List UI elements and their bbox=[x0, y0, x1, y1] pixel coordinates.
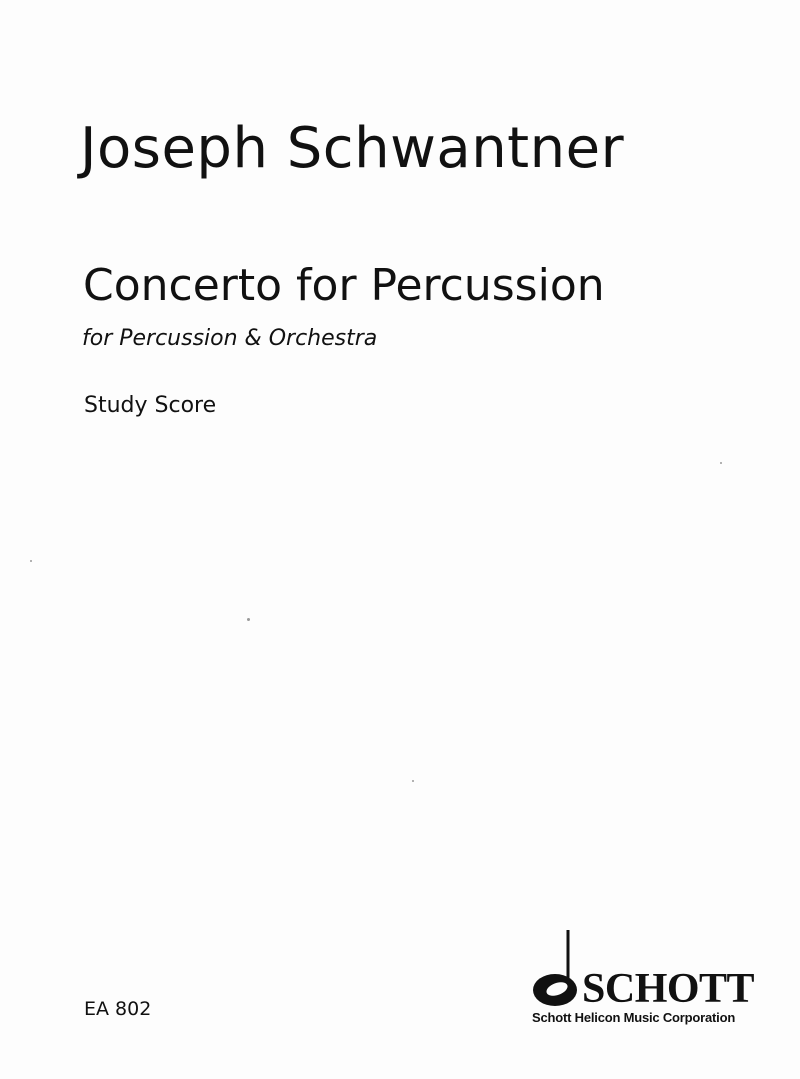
catalog-number: EA 802 bbox=[84, 998, 152, 1020]
scan-speck bbox=[720, 462, 722, 464]
publisher-block bbox=[528, 928, 758, 1028]
scan-speck bbox=[247, 618, 250, 621]
work-title: Concerto for Percussion bbox=[83, 260, 605, 311]
edition-type: Study Score bbox=[84, 393, 217, 418]
composer-name: Joseph Schwantner bbox=[80, 116, 625, 181]
scan-speck bbox=[412, 780, 414, 782]
publisher-name: SCHOTT bbox=[582, 966, 755, 1012]
publisher-corporation: Schott Helicon Music Corporation bbox=[532, 1010, 736, 1025]
work-subtitle: for Percussion & Orchestra bbox=[82, 326, 378, 351]
scan-speck bbox=[30, 560, 32, 562]
